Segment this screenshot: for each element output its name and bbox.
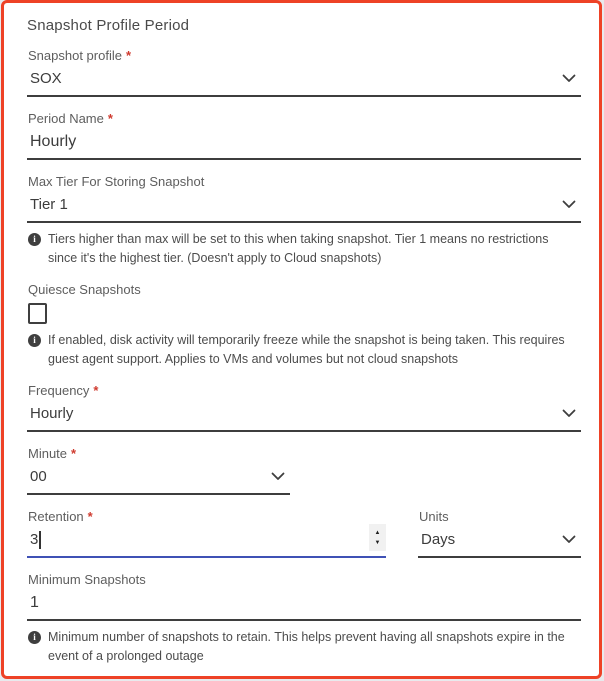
minute-select[interactable] [27, 464, 290, 495]
input-value: 1 [30, 594, 39, 611]
required-marker: * [71, 446, 77, 461]
number-spinner[interactable] [369, 524, 386, 551]
retention-units-row [27, 495, 581, 558]
chevron-down-icon [562, 535, 576, 544]
selected-value: Tier 1 [30, 196, 68, 213]
snapshot-profile-select[interactable] [27, 66, 581, 97]
minimum-snapshots-label [27, 572, 581, 588]
frequency-label [27, 383, 581, 399]
units-select[interactable] [418, 527, 581, 558]
field-minute [27, 446, 581, 495]
snapshot-profile-label [27, 48, 581, 64]
selected-value: Days [421, 531, 456, 548]
help-text: Minimum number of snapshots to retain. This helps prevent having all snapshots expire in the event of a prolonged outage [48, 630, 565, 663]
label-text: Retention [28, 509, 84, 524]
snapshot-profile-period-panel [1, 0, 602, 679]
chevron-down-icon [562, 200, 576, 209]
minimum-snapshots-input[interactable] [27, 590, 581, 621]
max-tier-label [27, 174, 581, 190]
info-icon: i [28, 233, 41, 246]
input-value: 3 [30, 531, 39, 548]
label-text: Minute [28, 446, 68, 461]
text-caret [39, 531, 41, 549]
chevron-down-icon [562, 409, 576, 418]
minute-label [27, 446, 581, 462]
field-period-name [27, 111, 581, 160]
field-frequency [27, 383, 581, 432]
field-units [418, 509, 581, 558]
selected-value: 00 [30, 468, 47, 485]
label-text: Snapshot profile [28, 48, 122, 63]
label-text: Minimum Snapshots [28, 572, 146, 587]
required-marker: * [93, 383, 99, 398]
required-marker: * [87, 509, 93, 524]
retention-number-input[interactable] [27, 527, 386, 558]
required-marker: * [107, 111, 113, 126]
input-value-wrap [30, 530, 41, 549]
spinner-down-icon[interactable]: ▼ [374, 539, 381, 546]
frequency-select[interactable] [27, 401, 581, 432]
label-text: Max Tier For Storing Snapshot [28, 174, 205, 189]
max-tier-select[interactable] [27, 192, 581, 223]
label-text: Period Name [28, 111, 104, 126]
selected-value: SOX [30, 70, 62, 87]
minimum-snapshots-help [27, 628, 581, 666]
chevron-down-icon [562, 74, 576, 83]
selected-value: Hourly [30, 405, 74, 422]
help-text: If enabled, disk activity will temporarily freeze while the snapshot is being taken. This requires guest agent support. Applies to VMs and volumes but not cloud snapshots [48, 333, 565, 366]
quiesce-label [27, 282, 581, 298]
period-name-label [27, 111, 581, 127]
info-icon: i [28, 631, 41, 644]
required-marker: * [125, 48, 132, 63]
page-title: Snapshot Profile Period [27, 17, 190, 34]
retention-label [27, 509, 386, 525]
field-snapshot-profile [27, 48, 581, 97]
quiesce-help [27, 331, 581, 369]
label-text: Units [419, 509, 449, 524]
spinner-up-icon[interactable]: ▲ [374, 529, 381, 536]
field-quiesce-snapshots [27, 282, 581, 369]
period-name-input[interactable] [27, 129, 581, 160]
label-text: Quiesce Snapshots [28, 282, 141, 297]
max-tier-help [27, 230, 581, 268]
quiesce-checkbox[interactable] [28, 303, 47, 324]
field-max-tier [27, 174, 581, 268]
label-text: Frequency [28, 383, 90, 398]
help-text: Tiers higher than max will be set to this when taking snapshot. Tier 1 means no restrictions since it's the highest tier. (Doesn't apply to Cloud snapshots) [48, 232, 549, 265]
field-minimum-snapshots [27, 572, 581, 666]
chevron-down-icon [271, 472, 285, 481]
field-retention [27, 509, 386, 558]
input-value: Hourly [30, 133, 77, 150]
info-icon: i [28, 334, 41, 347]
units-label [418, 509, 581, 525]
